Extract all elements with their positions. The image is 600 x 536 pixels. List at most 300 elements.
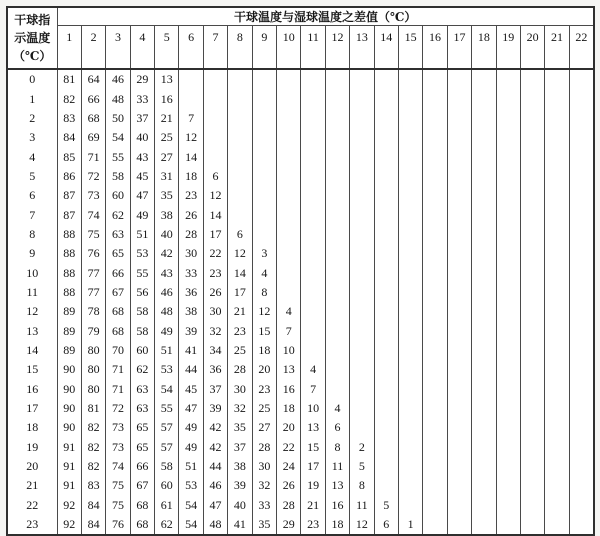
table-cell: 33 (252, 496, 276, 515)
table-cell (496, 457, 520, 476)
table-cell: 90 (57, 399, 81, 418)
table-cell (545, 147, 569, 166)
table-cell (374, 341, 398, 360)
table-cell (496, 225, 520, 244)
table-cell (423, 476, 447, 495)
table-cell (472, 380, 496, 399)
table-cell: 64 (81, 69, 105, 89)
table-cell (325, 360, 349, 379)
table-cell (447, 283, 471, 302)
table-cell (569, 186, 594, 205)
table-cell (569, 321, 594, 340)
table-cell (423, 341, 447, 360)
table-cell (569, 360, 594, 379)
table-cell: 81 (57, 69, 81, 89)
table-cell (472, 69, 496, 89)
table-cell (374, 438, 398, 457)
table-cell (252, 69, 276, 89)
table-cell: 66 (106, 263, 130, 282)
table-cell (325, 89, 349, 108)
table-cell: 26 (277, 476, 301, 495)
table-cell: 15 (301, 438, 325, 457)
table-cell (569, 147, 594, 166)
table-cell: 14 (179, 147, 203, 166)
table-cell (423, 69, 447, 89)
table-cell (423, 263, 447, 282)
table-cell: 49 (130, 205, 154, 224)
table-cell: 58 (106, 167, 130, 186)
table-cell (447, 147, 471, 166)
row-label: 18 (7, 418, 57, 437)
table-cell: 28 (228, 360, 252, 379)
table-cell (447, 380, 471, 399)
table-cell: 23 (203, 263, 227, 282)
diff-column-header: 6 (179, 26, 203, 70)
table-cell (447, 244, 471, 263)
table-cell (545, 186, 569, 205)
table-cell (472, 302, 496, 321)
table-cell: 50 (106, 109, 130, 128)
table-cell: 46 (106, 69, 130, 89)
table-cell: 46 (203, 476, 227, 495)
table-cell: 48 (106, 89, 130, 108)
table-cell (545, 321, 569, 340)
table-cell (301, 263, 325, 282)
table-cell (423, 496, 447, 515)
diff-column-header: 5 (155, 26, 179, 70)
table-cell: 66 (81, 89, 105, 108)
table-cell (325, 225, 349, 244)
table-cell (447, 457, 471, 476)
table-cell: 55 (106, 147, 130, 166)
diff-columns-row (7, 26, 594, 70)
table-cell: 20 (277, 418, 301, 437)
table-cell (252, 225, 276, 244)
table-cell (374, 89, 398, 108)
table-row (7, 225, 594, 244)
table-cell (520, 109, 544, 128)
diff-column-header: 17 (447, 26, 471, 70)
table-cell (520, 89, 544, 108)
table-cell (350, 418, 374, 437)
table-cell (398, 476, 422, 495)
table-cell (350, 360, 374, 379)
table-cell (472, 147, 496, 166)
table-cell: 2 (350, 438, 374, 457)
table-cell (569, 128, 594, 147)
table-cell: 90 (57, 360, 81, 379)
table-cell: 71 (106, 380, 130, 399)
row-label: 0 (7, 69, 57, 89)
table-cell (496, 321, 520, 340)
table-cell (325, 321, 349, 340)
table-cell (301, 302, 325, 321)
table-cell (545, 438, 569, 457)
table-cell: 13 (325, 476, 349, 495)
table-cell (520, 69, 544, 89)
table-cell: 54 (155, 380, 179, 399)
table-cell (447, 438, 471, 457)
table-cell: 73 (106, 438, 130, 457)
table-cell: 53 (130, 244, 154, 263)
table-cell (545, 496, 569, 515)
table-cell: 77 (81, 263, 105, 282)
table-cell: 17 (203, 225, 227, 244)
table-row (7, 89, 594, 108)
table-cell: 12 (228, 244, 252, 263)
table-cell: 36 (203, 360, 227, 379)
table-cell: 46 (155, 283, 179, 302)
table-cell (398, 225, 422, 244)
table-cell (472, 418, 496, 437)
diff-column-header: 4 (130, 26, 154, 70)
table-cell (350, 89, 374, 108)
table-cell: 65 (130, 438, 154, 457)
table-cell: 24 (277, 457, 301, 476)
table-cell (423, 128, 447, 147)
table-cell (569, 89, 594, 108)
row-label: 3 (7, 128, 57, 147)
table-cell (423, 89, 447, 108)
table-cell: 16 (277, 380, 301, 399)
table-cell: 83 (81, 476, 105, 495)
table-cell (545, 89, 569, 108)
table-cell: 82 (81, 457, 105, 476)
table-cell: 82 (81, 418, 105, 437)
table-row (7, 69, 594, 89)
table-cell: 91 (57, 457, 81, 476)
table-cell: 5 (350, 457, 374, 476)
table-cell (301, 205, 325, 224)
table-cell (423, 225, 447, 244)
table-cell: 68 (81, 109, 105, 128)
table-cell: 17 (301, 457, 325, 476)
table-cell: 45 (130, 167, 154, 186)
table-cell (545, 380, 569, 399)
table-cell: 84 (81, 496, 105, 515)
table-cell: 18 (252, 341, 276, 360)
row-label: 11 (7, 283, 57, 302)
table-cell (496, 283, 520, 302)
table-cell: 40 (228, 496, 252, 515)
table-cell (447, 360, 471, 379)
table-cell: 20 (252, 360, 276, 379)
table-cell: 40 (155, 225, 179, 244)
table-cell (545, 225, 569, 244)
table-cell: 65 (130, 418, 154, 437)
table-cell (423, 186, 447, 205)
table-cell (203, 147, 227, 166)
table-cell (398, 205, 422, 224)
table-cell: 53 (179, 476, 203, 495)
diff-column-header: 21 (545, 26, 569, 70)
table-cell (569, 283, 594, 302)
table-cell: 80 (81, 341, 105, 360)
table-cell (545, 341, 569, 360)
table-cell (398, 89, 422, 108)
table-row (7, 457, 594, 476)
table-cell: 62 (155, 515, 179, 535)
table-cell (472, 457, 496, 476)
table-cell (496, 360, 520, 379)
table-header (7, 7, 594, 69)
table-cell: 51 (155, 341, 179, 360)
table-cell (520, 244, 544, 263)
table-cell: 12 (203, 186, 227, 205)
table-cell: 6 (325, 418, 349, 437)
table-cell: 89 (57, 302, 81, 321)
table-cell (350, 205, 374, 224)
table-cell (545, 244, 569, 263)
humidity-table (6, 6, 595, 536)
table-cell (520, 205, 544, 224)
table-cell (447, 496, 471, 515)
table-cell (447, 341, 471, 360)
table-cell (447, 186, 471, 205)
table-cell: 18 (325, 515, 349, 535)
table-cell (569, 380, 594, 399)
table-row (7, 283, 594, 302)
table-cell: 60 (106, 186, 130, 205)
table-cell (179, 89, 203, 108)
table-cell: 44 (203, 457, 227, 476)
table-cell (520, 128, 544, 147)
table-cell (398, 69, 422, 89)
row-label: 22 (7, 496, 57, 515)
table-cell (520, 515, 544, 535)
table-cell (277, 89, 301, 108)
table-cell (472, 341, 496, 360)
table-cell: 63 (106, 225, 130, 244)
table-cell: 32 (228, 399, 252, 418)
table-cell (228, 69, 252, 89)
table-cell: 42 (203, 438, 227, 457)
table-cell (374, 263, 398, 282)
table-cell: 79 (81, 321, 105, 340)
table-cell (301, 147, 325, 166)
table-cell (301, 283, 325, 302)
table-cell (301, 128, 325, 147)
table-cell: 85 (57, 147, 81, 166)
table-cell: 25 (228, 341, 252, 360)
table-cell (398, 283, 422, 302)
table-cell (252, 186, 276, 205)
table-cell (398, 418, 422, 437)
title-row (7, 7, 594, 26)
table-cell: 73 (106, 418, 130, 437)
diff-column-header: 12 (325, 26, 349, 70)
table-cell: 35 (228, 418, 252, 437)
table-cell (374, 167, 398, 186)
table-cell: 30 (252, 457, 276, 476)
table-cell: 4 (325, 399, 349, 418)
table-cell: 57 (155, 418, 179, 437)
table-cell: 70 (106, 341, 130, 360)
table-cell (374, 380, 398, 399)
table-cell (228, 89, 252, 108)
table-cell (423, 438, 447, 457)
table-cell: 34 (203, 341, 227, 360)
table-cell: 39 (228, 476, 252, 495)
table-cell (545, 399, 569, 418)
table-cell (496, 438, 520, 457)
table-cell (520, 263, 544, 282)
table-cell (374, 302, 398, 321)
table-cell: 21 (228, 302, 252, 321)
table-cell: 71 (81, 147, 105, 166)
table-cell (398, 109, 422, 128)
table-cell: 78 (81, 302, 105, 321)
table-cell: 33 (179, 263, 203, 282)
row-label: 12 (7, 302, 57, 321)
table-cell (350, 341, 374, 360)
table-cell: 62 (130, 360, 154, 379)
table-cell (545, 263, 569, 282)
row-label: 8 (7, 225, 57, 244)
table-cell (398, 321, 422, 340)
table-cell (277, 109, 301, 128)
table-cell: 84 (81, 515, 105, 535)
table-cell: 77 (81, 283, 105, 302)
table-cell: 74 (106, 457, 130, 476)
table-cell (277, 147, 301, 166)
row-label: 17 (7, 399, 57, 418)
table-cell (545, 205, 569, 224)
table-cell: 63 (130, 380, 154, 399)
table-cell (447, 109, 471, 128)
table-cell (545, 109, 569, 128)
table-cell (228, 167, 252, 186)
table-cell: 54 (179, 515, 203, 535)
table-cell: 60 (155, 476, 179, 495)
table-cell (374, 476, 398, 495)
table-row (7, 109, 594, 128)
table-cell: 39 (203, 399, 227, 418)
table-cell: 58 (130, 302, 154, 321)
table-cell (325, 244, 349, 263)
table-cell (350, 283, 374, 302)
table-cell: 25 (252, 399, 276, 418)
table-cell (325, 128, 349, 147)
table-cell: 22 (203, 244, 227, 263)
table-cell (228, 128, 252, 147)
table-cell (520, 225, 544, 244)
table-cell: 48 (203, 515, 227, 535)
table-cell: 4 (277, 302, 301, 321)
table-cell: 1 (398, 515, 422, 535)
table-cell: 23 (301, 515, 325, 535)
table-cell (228, 109, 252, 128)
table-cell: 55 (130, 263, 154, 282)
table-cell (447, 128, 471, 147)
row-label: 16 (7, 380, 57, 399)
table-cell (398, 186, 422, 205)
table-cell (472, 205, 496, 224)
table-cell: 74 (81, 205, 105, 224)
table-cell (472, 321, 496, 340)
table-cell: 90 (57, 418, 81, 437)
table-cell: 37 (130, 109, 154, 128)
table-cell (398, 496, 422, 515)
table-cell (423, 321, 447, 340)
table-cell: 67 (130, 476, 154, 495)
table-cell (203, 128, 227, 147)
table-title: 干球温度与湿球温度之差值（℃） (57, 7, 594, 26)
table-cell (569, 457, 594, 476)
table-cell (520, 186, 544, 205)
table-cell: 25 (155, 128, 179, 147)
table-cell (447, 225, 471, 244)
table-cell: 35 (155, 186, 179, 205)
table-cell: 80 (81, 380, 105, 399)
table-cell (228, 186, 252, 205)
table-cell (447, 263, 471, 282)
table-cell: 32 (252, 476, 276, 495)
table-cell: 26 (179, 205, 203, 224)
diff-column-header: 13 (350, 26, 374, 70)
table-cell (398, 341, 422, 360)
table-cell: 55 (155, 399, 179, 418)
table-cell: 73 (81, 186, 105, 205)
table-cell (520, 341, 544, 360)
table-cell: 68 (130, 496, 154, 515)
row-label: 4 (7, 147, 57, 166)
table-cell (569, 302, 594, 321)
table-cell (545, 515, 569, 535)
table-cell (569, 399, 594, 418)
table-cell: 18 (179, 167, 203, 186)
table-cell: 11 (325, 457, 349, 476)
table-cell: 51 (130, 225, 154, 244)
table-cell: 27 (252, 418, 276, 437)
table-cell (398, 380, 422, 399)
table-cell: 8 (350, 476, 374, 495)
table-cell (447, 321, 471, 340)
diff-column-header: 15 (398, 26, 422, 70)
table-cell (569, 418, 594, 437)
table-cell: 7 (179, 109, 203, 128)
table-cell (325, 283, 349, 302)
table-cell (447, 476, 471, 495)
table-cell (374, 69, 398, 89)
table-cell (496, 186, 520, 205)
table-cell (277, 283, 301, 302)
table-cell (496, 167, 520, 186)
table-cell: 27 (155, 147, 179, 166)
table-cell: 5 (374, 496, 398, 515)
table-cell (350, 69, 374, 89)
table-cell: 69 (81, 128, 105, 147)
table-cell: 35 (252, 515, 276, 535)
table-cell: 18 (277, 399, 301, 418)
table-cell (472, 225, 496, 244)
table-cell (569, 244, 594, 263)
table-cell (496, 109, 520, 128)
table-cell (423, 360, 447, 379)
table-cell (569, 496, 594, 515)
table-cell: 58 (130, 321, 154, 340)
table-cell: 48 (155, 302, 179, 321)
table-cell (325, 147, 349, 166)
table-cell (496, 205, 520, 224)
table-cell (423, 380, 447, 399)
table-row (7, 128, 594, 147)
table-cell (228, 147, 252, 166)
table-cell (325, 380, 349, 399)
table-cell: 28 (277, 496, 301, 515)
row-label: 13 (7, 321, 57, 340)
table-cell (569, 205, 594, 224)
